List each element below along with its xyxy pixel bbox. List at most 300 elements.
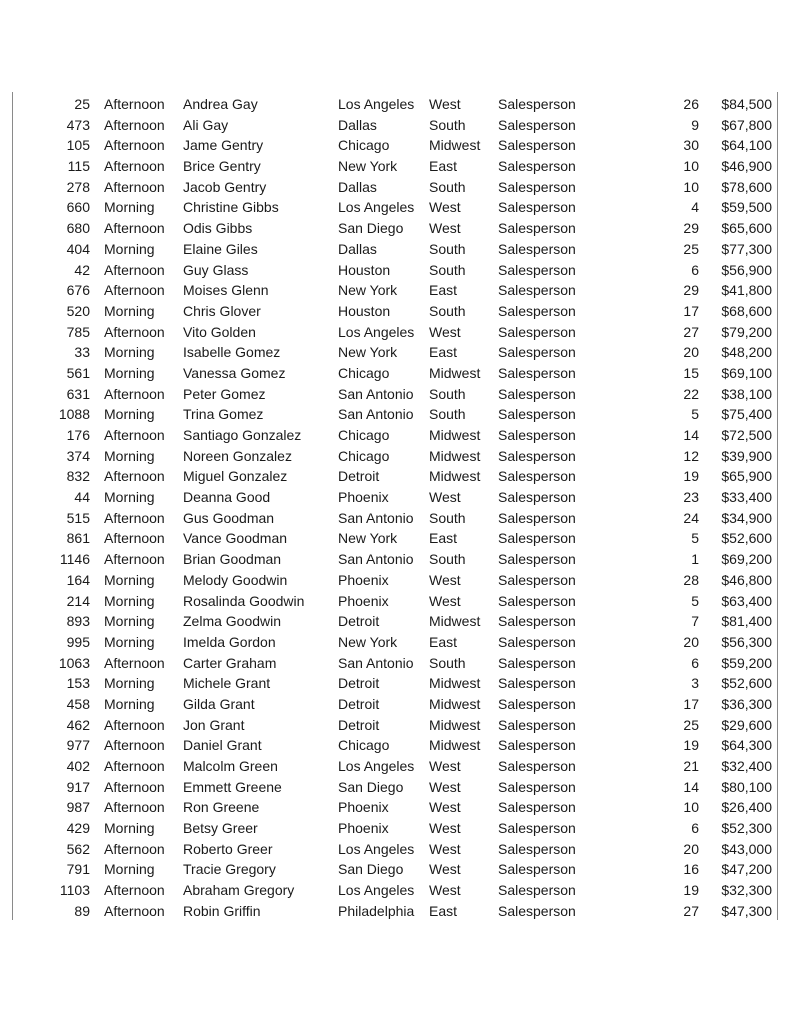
count-cell: 3 [691,675,699,692]
city-cell: Phoenix [338,592,389,609]
city-cell: Chicago [338,447,390,464]
shift-cell: Morning [104,695,155,712]
count-cell: 23 [683,489,699,506]
salary-cell: $56,300 [721,633,772,650]
employee-name-cell: Jon Grant [183,716,245,733]
role-cell: Salesperson [498,509,576,526]
count-cell: 29 [683,220,699,237]
employee-name-cell: Ron Greene [183,799,260,816]
region-cell: South [429,261,466,278]
region-cell: West [429,778,461,795]
employee-name-cell: Odis Gibbs [183,220,253,237]
role-cell: Salesperson [498,96,576,112]
salary-cell: $59,200 [721,654,772,671]
shift-cell: Afternoon [104,178,165,195]
salary-cell: $69,200 [721,551,772,568]
row-id-cell: 105 [66,137,90,154]
salary-cell: $64,100 [721,137,772,154]
table-row [0,322,791,343]
row-id-cell: 676 [66,282,90,299]
city-cell: Detroit [338,613,380,630]
city-cell: Houston [338,261,391,278]
table-row [0,342,791,363]
employee-name-cell: Isabelle Gomez [183,344,281,361]
city-cell: San Antonio [338,551,414,568]
shift-cell: Afternoon [104,530,165,547]
count-cell: 12 [683,447,699,464]
salary-cell: $64,300 [721,737,772,754]
table-row [0,591,791,612]
table-row [0,487,791,508]
employee-name-cell: Santiago Gonzalez [183,427,302,443]
city-cell: New York [338,633,398,650]
role-cell: Salesperson [498,199,576,216]
row-id-cell: 374 [66,447,90,464]
row-id-cell: 893 [66,613,90,630]
shift-cell: Afternoon [104,509,165,526]
table-row [0,466,791,487]
count-cell: 10 [683,178,699,195]
salary-cell: $79,200 [721,323,772,340]
shift-cell: Afternoon [104,96,165,112]
row-id-cell: 164 [66,571,90,588]
role-cell: Salesperson [498,489,576,506]
table-row [0,363,791,384]
salary-cell: $56,900 [721,261,772,278]
shift-cell: Morning [104,364,155,381]
employee-name-cell: Michele Grant [183,675,271,692]
shift-cell: Morning [104,199,155,216]
shift-cell: Afternoon [104,261,165,278]
region-cell: South [429,178,466,195]
count-cell: 19 [683,882,699,899]
row-id-cell: 631 [66,385,90,402]
shift-cell: Afternoon [104,799,165,816]
city-cell: Chicago [338,737,390,754]
role-cell: Salesperson [498,427,576,443]
city-cell: Houston [338,302,391,319]
salary-cell: $67,800 [721,116,772,133]
region-cell: Midwest [429,447,481,464]
region-cell: East [429,633,458,650]
row-id-cell: 861 [66,530,90,547]
salary-cell: $38,100 [721,385,772,402]
region-cell: Midwest [429,137,481,154]
row-id-cell: 42 [74,261,90,278]
table-row [0,135,791,156]
row-id-cell: 1063 [58,654,90,671]
count-cell: 19 [683,737,699,754]
table-row [0,839,791,860]
region-cell: Midwest [429,695,481,712]
table-row [0,632,791,653]
city-cell: San Antonio [338,509,414,526]
region-cell: East [429,530,458,547]
role-cell: Salesperson [498,158,576,175]
table-row [0,756,791,777]
region-cell: Midwest [429,468,481,485]
city-cell: Los Angeles [338,840,415,857]
region-cell: West [429,820,461,837]
row-id-cell: 1103 [59,882,90,899]
role-cell: Salesperson [498,633,576,650]
salary-cell: $32,300 [721,882,772,899]
employee-name-cell: Elaine Giles [183,240,258,257]
table-row [0,301,791,322]
city-cell: San Antonio [338,385,414,402]
employee-name-cell: Noreen Gonzalez [183,447,292,464]
employee-name-cell: Andrea Gay [183,96,258,112]
region-cell: South [429,240,466,257]
row-id-cell: 89 [74,902,90,919]
shift-cell: Morning [104,344,155,361]
employee-name-cell: Jame Gentry [183,137,264,154]
row-id-cell: 402 [66,758,90,774]
role-cell: Salesperson [498,882,576,899]
row-id-cell: 115 [67,158,90,175]
region-cell: West [429,799,461,816]
table-row [0,549,791,570]
salary-cell: $46,800 [721,571,772,588]
role-cell: Salesperson [498,344,576,361]
region-cell: West [429,323,461,340]
table-row [0,115,791,136]
table-row [0,818,791,839]
role-cell: Salesperson [498,116,576,133]
row-id-cell: 987 [66,799,90,816]
role-cell: Salesperson [498,695,576,712]
row-id-cell: 561 [66,364,90,381]
row-id-cell: 429 [66,820,90,837]
salary-cell: $80,100 [721,778,772,795]
role-cell: Salesperson [498,654,576,671]
count-cell: 9 [691,116,699,133]
employee-name-cell: Emmett Greene [183,778,282,795]
shift-cell: Morning [104,406,155,423]
count-cell: 20 [683,840,699,857]
role-cell: Salesperson [498,240,576,257]
role-cell: Salesperson [498,675,576,692]
table-row [0,260,791,281]
salary-cell: $68,600 [721,302,772,319]
shift-cell: Afternoon [104,882,165,899]
employee-name-cell: Guy Glass [183,261,249,278]
salary-cell: $78,600 [721,178,772,195]
count-cell: 6 [691,820,699,837]
row-id-cell: 153 [66,675,90,692]
table-row [0,425,791,446]
salary-cell: $48,200 [721,344,772,361]
region-cell: Midwest [429,613,481,630]
row-id-cell: 785 [66,323,90,340]
city-cell: New York [338,344,398,361]
salary-cell: $41,800 [721,282,772,299]
city-cell: Los Angeles [338,199,415,216]
shift-cell: Afternoon [104,158,165,175]
region-cell: West [429,882,461,899]
role-cell: Salesperson [498,302,576,319]
table-row [0,197,791,218]
region-cell: East [429,158,458,175]
shift-cell: Morning [104,571,155,588]
region-cell: West [429,489,461,506]
table-row [0,384,791,405]
count-cell: 24 [683,509,699,526]
role-cell: Salesperson [498,716,576,733]
count-cell: 14 [683,427,699,443]
city-cell: Detroit [338,675,380,692]
employee-name-cell: Malcolm Green [183,758,278,774]
employee-name-cell: Gus Goodman [183,509,275,526]
city-cell: San Diego [338,861,404,878]
count-cell: 27 [683,323,699,340]
role-cell: Salesperson [498,778,576,795]
table-row [0,777,791,798]
region-cell: West [429,861,461,878]
role-cell: Salesperson [498,137,576,154]
city-cell: Dallas [338,178,377,195]
employee-name-cell: Tracie Gregory [183,861,276,878]
table-row [0,694,791,715]
region-cell: South [429,509,466,526]
table-row [0,404,791,425]
salary-cell: $77,300 [721,240,772,257]
row-id-cell: 214 [66,592,90,609]
count-cell: 19 [683,468,699,485]
shift-cell: Afternoon [104,282,165,299]
role-cell: Salesperson [498,364,576,381]
row-id-cell: 33 [74,344,90,361]
salary-cell: $65,900 [721,468,772,485]
row-id-cell: 995 [66,633,90,650]
salary-cell: $36,300 [721,695,772,712]
role-cell: Salesperson [498,385,576,402]
salary-cell: $81,400 [721,613,772,630]
shift-cell: Afternoon [104,778,165,795]
shift-cell: Afternoon [104,323,165,340]
region-cell: West [429,571,461,588]
region-cell: West [429,199,461,216]
region-cell: South [429,551,466,568]
role-cell: Salesperson [498,406,576,423]
table-row [0,653,791,674]
role-cell: Salesperson [498,799,576,816]
city-cell: Los Angeles [338,758,415,774]
count-cell: 25 [683,240,699,257]
region-cell: South [429,116,466,133]
table-row [0,673,791,694]
city-cell: Los Angeles [338,323,415,340]
region-cell: West [429,758,461,774]
region-cell: East [429,902,458,919]
employee-name-cell: Roberto Greer [183,840,273,857]
city-cell: Phoenix [338,799,389,816]
row-id-cell: 278 [66,178,90,195]
employee-table [0,94,791,922]
employee-name-cell: Abraham Gregory [183,882,295,899]
employee-name-cell: Vanessa Gomez [183,364,286,381]
count-cell: 7 [691,613,699,630]
table-row [0,715,791,736]
role-cell: Salesperson [498,468,576,485]
employee-name-cell: Daniel Grant [183,737,262,754]
employee-name-cell: Rosalinda Goodwin [183,592,305,609]
count-cell: 6 [691,654,699,671]
city-cell: San Antonio [338,406,414,423]
salary-cell: $47,300 [721,902,772,919]
row-id-cell: 791 [66,861,90,878]
table-row [0,611,791,632]
city-cell: San Diego [338,220,404,237]
role-cell: Salesperson [498,220,576,237]
shift-cell: Afternoon [104,840,165,857]
region-cell: Midwest [429,675,481,692]
role-cell: Salesperson [498,737,576,754]
row-id-cell: 473 [66,116,90,133]
employee-name-cell: Carter Graham [183,654,277,671]
role-cell: Salesperson [498,613,576,630]
count-cell: 5 [691,592,699,609]
row-id-cell: 832 [66,468,90,485]
city-cell: Chicago [338,364,390,381]
employee-name-cell: Vance Goodman [183,530,288,547]
count-cell: 28 [683,571,699,588]
count-cell: 14 [683,778,699,795]
city-cell: Dallas [338,116,377,133]
shift-cell: Afternoon [104,385,165,402]
count-cell: 10 [683,158,699,175]
employee-name-cell: Miguel Gonzalez [183,468,288,485]
count-cell: 21 [683,758,699,774]
count-cell: 1 [691,551,699,568]
city-cell: Phoenix [338,489,389,506]
count-cell: 25 [683,716,699,733]
row-id-cell: 458 [66,695,90,712]
row-id-cell: 660 [66,199,90,216]
region-cell: East [429,344,458,361]
employee-name-cell: Chris Glover [183,302,261,319]
employee-name-cell: Christine Gibbs [183,199,279,216]
employee-name-cell: Vito Golden [183,323,256,340]
salary-cell: $72,500 [721,427,772,443]
salary-cell: $75,400 [721,406,772,423]
region-cell: South [429,385,466,402]
row-id-cell: 977 [66,737,90,754]
salary-cell: $63,400 [721,592,772,609]
shift-cell: Morning [104,302,155,319]
salary-cell: $26,400 [721,799,772,816]
count-cell: 22 [683,385,699,402]
shift-cell: Morning [104,489,155,506]
employee-name-cell: Brice Gentry [183,158,261,175]
city-cell: Chicago [338,427,390,443]
salary-cell: $65,600 [721,220,772,237]
table-row [0,239,791,260]
count-cell: 29 [683,282,699,299]
row-id-cell: 520 [66,302,90,319]
count-cell: 20 [683,344,699,361]
table-row [0,797,791,818]
count-cell: 20 [683,633,699,650]
shift-cell: Afternoon [104,427,165,443]
salary-cell: $34,900 [721,509,772,526]
count-cell: 17 [683,695,699,712]
count-cell: 17 [683,302,699,319]
city-cell: Philadelphia [338,902,415,919]
salary-cell: $84,500 [721,96,772,112]
city-cell: Detroit [338,716,380,733]
employee-name-cell: Jacob Gentry [183,178,267,195]
region-cell: Midwest [429,716,481,733]
employee-name-cell: Melody Goodwin [183,571,288,588]
role-cell: Salesperson [498,551,576,568]
row-id-cell: 680 [66,220,90,237]
table-row [0,528,791,549]
row-id-cell: 404 [66,240,90,257]
employee-name-cell: Brian Goodman [183,551,282,568]
region-cell: Midwest [429,737,481,754]
shift-cell: Afternoon [104,716,165,733]
table-row [0,218,791,239]
role-cell: Salesperson [498,861,576,878]
region-cell: South [429,654,466,671]
row-id-cell: 44 [74,489,90,506]
employee-name-cell: Zelma Goodwin [183,613,282,630]
role-cell: Salesperson [498,571,576,588]
count-cell: 10 [683,799,699,816]
count-cell: 4 [691,199,699,216]
shift-cell: Morning [104,613,155,630]
salary-cell: $43,000 [721,840,772,857]
salary-cell: $29,600 [721,716,772,733]
city-cell: Dallas [338,240,377,257]
count-cell: 27 [683,902,699,919]
table-row [0,177,791,198]
region-cell: Midwest [429,364,481,381]
table-row [0,94,791,115]
city-cell: Phoenix [338,820,389,837]
table-row [0,446,791,467]
city-cell: Phoenix [338,571,389,588]
shift-cell: Afternoon [104,758,165,774]
salary-cell: $59,500 [721,199,772,216]
count-cell: 6 [691,261,699,278]
shift-cell: Afternoon [104,737,165,754]
region-cell: West [429,592,461,609]
shift-cell: Afternoon [104,902,165,919]
region-cell: East [429,282,458,299]
region-cell: West [429,220,461,237]
city-cell: Los Angeles [338,96,415,112]
role-cell: Salesperson [498,447,576,464]
employee-name-cell: Gilda Grant [183,695,255,712]
salary-cell: $39,900 [721,447,772,464]
row-id-cell: 176 [66,427,90,443]
shift-cell: Morning [104,861,155,878]
count-cell: 5 [691,406,699,423]
shift-cell: Morning [104,240,155,257]
city-cell: New York [338,282,398,299]
shift-cell: Afternoon [104,468,165,485]
shift-cell: Morning [104,820,155,837]
city-cell: Detroit [338,468,380,485]
role-cell: Salesperson [498,261,576,278]
shift-cell: Afternoon [104,654,165,671]
row-id-cell: 562 [66,840,90,857]
salary-cell: $46,900 [721,158,772,175]
salary-cell: $52,600 [721,675,772,692]
table-row [0,156,791,177]
